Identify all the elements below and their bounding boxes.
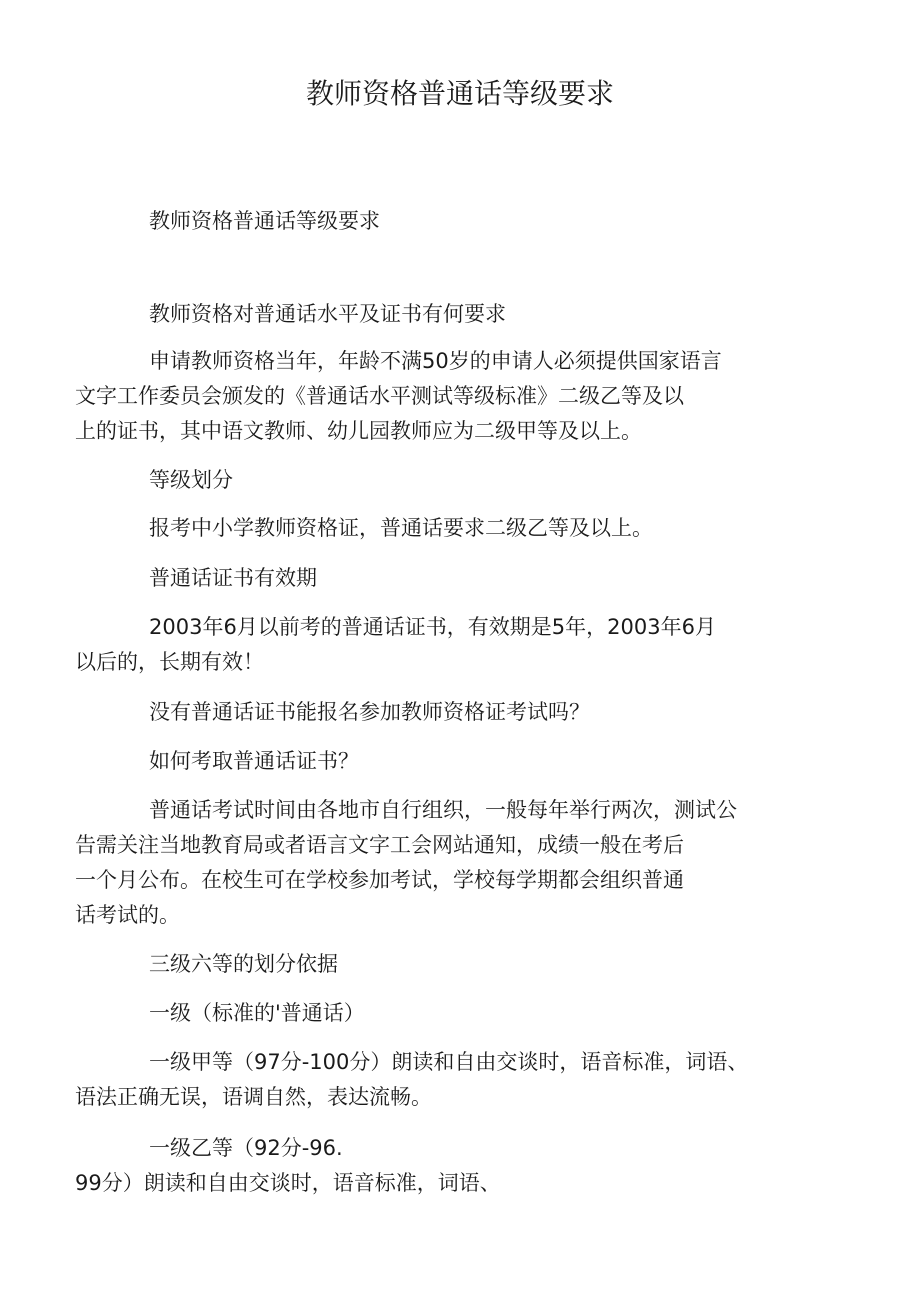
paragraph-line: 申请教师资格当年，年龄不满50岁的申请人必须提供国家语言	[149, 349, 722, 373]
paragraph-requirements-body	[75, 344, 792, 449]
paragraph-validity-body	[75, 610, 792, 680]
paragraph-line: 三级六等的划分依据	[149, 952, 338, 976]
paragraph-grades-body	[112, 511, 792, 546]
paragraph-line: 2003年6月以前考的普通话证书，有效期是5年，2003年6月	[149, 615, 716, 639]
paragraph-question-exam	[112, 695, 792, 730]
document-title: 教师资格普通话等级要求	[305, 77, 614, 110]
paragraph-line: 一级乙等（92分-96.	[149, 1136, 343, 1160]
paragraph-line: 一级甲等（97分-100分）朗读和自由交谈时，语音标准，词语、	[149, 1050, 749, 1074]
paragraph-line: 教师资格普通话等级要求	[149, 209, 380, 233]
paragraph-heading-levels	[112, 947, 792, 982]
paragraph-line: 报考中小学教师资格证，普通话要求二级乙等及以上。	[149, 516, 653, 540]
paragraph-line: 文字工作委员会颁发的《普通话水平测试等级标准》二级乙等及以	[75, 384, 684, 408]
paragraph-line: 如何考取普通话证书？	[149, 749, 359, 773]
paragraph-line: 99分）朗读和自由交谈时，语音标准，词语、	[75, 1171, 501, 1195]
paragraph-line: 等级划分	[149, 468, 233, 492]
paragraph-heading-requirements	[112, 297, 792, 332]
paragraph-line: 语法正确无误，语调自然，表达流畅。	[75, 1085, 432, 1109]
paragraph-level-one-a	[75, 1045, 792, 1115]
paragraph-line: 教师资格对普通话水平及证书有何要求	[149, 302, 506, 326]
paragraph-line: 没有普通话证书能报名参加教师资格证考试吗？	[149, 700, 590, 724]
paragraph-line: 普通话考试时间由各地市自行组织，一般每年举行两次，测试公	[149, 798, 737, 822]
paragraph-line: 以后的，长期有效！	[75, 650, 264, 674]
paragraph-level-one	[112, 996, 792, 1031]
paragraph-heading-validity	[112, 561, 792, 596]
paragraph-line: 告需关注当地教育局或者语言文字工会网站通知，成绩一般在考后	[75, 833, 684, 857]
paragraph-exam-schedule	[75, 793, 792, 933]
paragraph-subtitle	[112, 204, 792, 239]
paragraph-heading-grades	[112, 463, 792, 498]
paragraph-line: 上的证书，其中语文教师、幼儿园教师应为二级甲等及以上。	[75, 419, 642, 443]
paragraph-line: 一个月公布。在校生可在学校参加考试，学校每学期都会组织普通	[75, 868, 684, 892]
paragraph-line: 一级（标准的'普通话）	[149, 1001, 365, 1025]
paragraph-question-certificate	[112, 744, 792, 779]
paragraph-level-one-b	[75, 1131, 792, 1201]
paragraph-line: 普通话证书有效期	[149, 566, 317, 590]
paragraph-line: 话考试的。	[75, 903, 180, 927]
